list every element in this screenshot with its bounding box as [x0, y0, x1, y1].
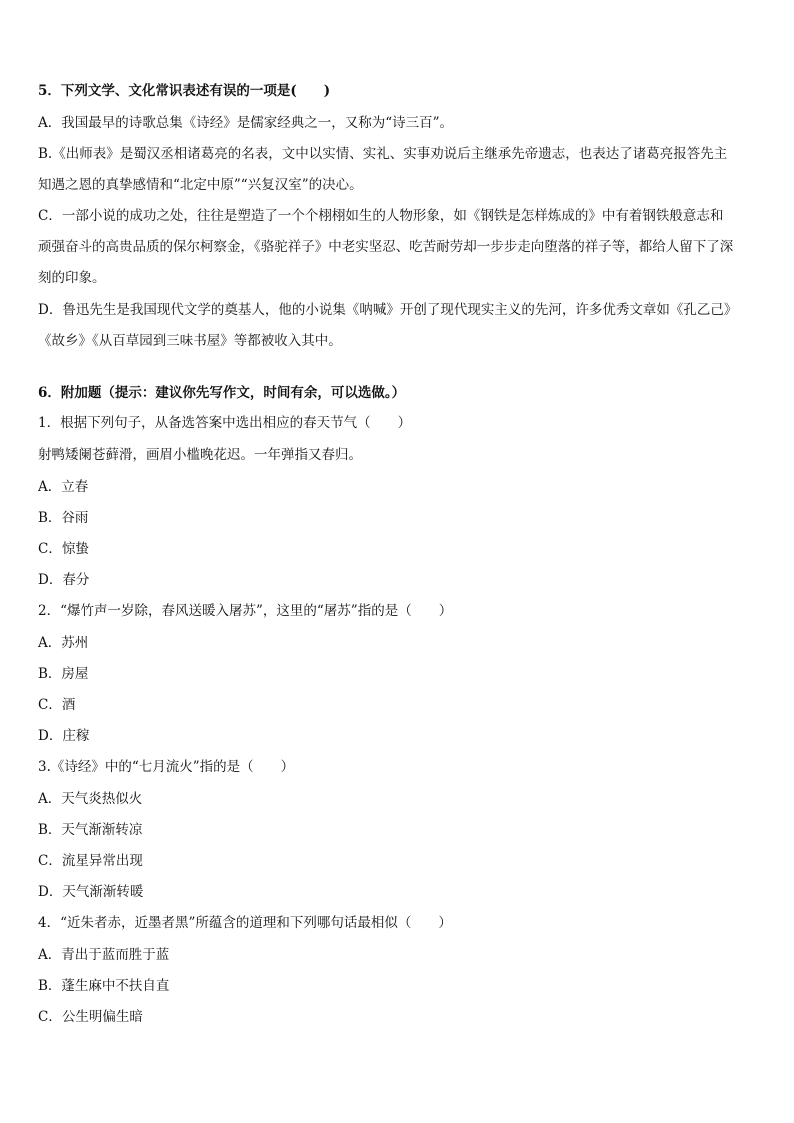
sub-question-2-option-c: C．酒: [38, 697, 76, 713]
question-5-option-b-line-1: B.《出师表》是蜀汉丞相诸葛亮的名表，文中以实情、实礼、实事劝说后主继承先帝遗志，也表达了诸葛亮报答先主: [38, 146, 728, 162]
exam-page: [38, 0, 762, 1123]
sub-question-3-option-b: B．天气渐渐转凉: [38, 822, 143, 838]
question-5-option-c-line-1: C．一部小说的成功之处，往往是塑造了一个个栩栩如生的人物形象，如《钢铁是怎样炼成的》中有着钢铁般意志和: [38, 208, 724, 224]
question-5-option-d-line-1: D．鲁迅先生是我国现代文学的奠基人，他的小说集《呐喊》开创了现代现实主义的先河，许多优秀文章如《孔乙己》: [38, 302, 738, 318]
sub-question-2-option-d: D．庄稼: [38, 728, 90, 744]
sub-question-3-stem: 3.《诗经》中的“七月流火”指的是（ ）: [38, 759, 295, 775]
sub-question-2-option-a: A．苏州: [38, 635, 89, 651]
sub-question-2-option-b: B．房屋: [38, 666, 89, 682]
sub-question-4-option-a: A．青出于蓝而胜于蓝: [38, 947, 170, 963]
question-5-stem: 5．下列文学、文化常识表述有误的一项是( ): [38, 83, 331, 99]
question-5-option-b-line-2: 知遇之恩的真挚感情和“北定中原”“兴复汉室”的决心。: [38, 177, 363, 193]
question-5-option-c-line-3: 刻的印象。: [38, 270, 106, 286]
sub-question-1-quote: 射鸭矮阑苍藓滑，画眉小槛晚花迟。一年弹指又春归。: [38, 447, 362, 463]
sub-question-1-option-d: D．春分: [38, 572, 90, 588]
question-5-option-a: A．我国最早的诗歌总集《诗经》是儒家经典之一，又称为“诗三百”。: [38, 115, 454, 131]
sub-question-2-stem: 2．“爆竹声一岁除，春风送暖入屠苏”，这里的“屠苏”指的是（ ）: [38, 603, 453, 619]
question-5-option-d-line-2: 《故乡》《从百草园到三味书屋》等都被收入其中。: [38, 333, 342, 349]
question-5-option-c-line-2: 顽强奋斗的高贵品质的保尔柯察金，《骆驼祥子》中老实坚忍、吃苦耐劳却一步步走向堕落的祥子等，都给人留下了深: [38, 239, 734, 255]
sub-question-1-option-a: A．立春: [38, 479, 89, 495]
question-6-stem: 6．附加题（提示：建议你先写作文，时间有余，可以选做。）: [38, 385, 406, 401]
sub-question-1-option-b: B．谷雨: [38, 510, 89, 526]
sub-question-3-option-a: A．天气炎热似火: [38, 791, 143, 807]
sub-question-1-stem: 1．根据下列句子，从备选答案中选出相应的春天节气（ ）: [38, 415, 412, 431]
sub-question-3-option-d: D．天气渐渐转暖: [38, 884, 144, 900]
sub-question-4-option-c: C．公生明偏生暗: [38, 1009, 143, 1025]
sub-question-4-stem: 4．“近朱者赤，近墨者黑”所蕴含的道理和下列哪句话最相似（ ）: [38, 915, 452, 931]
sub-question-3-option-c: C．流星异常出现: [38, 853, 143, 869]
sub-question-4-option-b: B．蓬生麻中不扶自直: [38, 978, 170, 994]
sub-question-1-option-c: C．惊蛰: [38, 541, 89, 557]
